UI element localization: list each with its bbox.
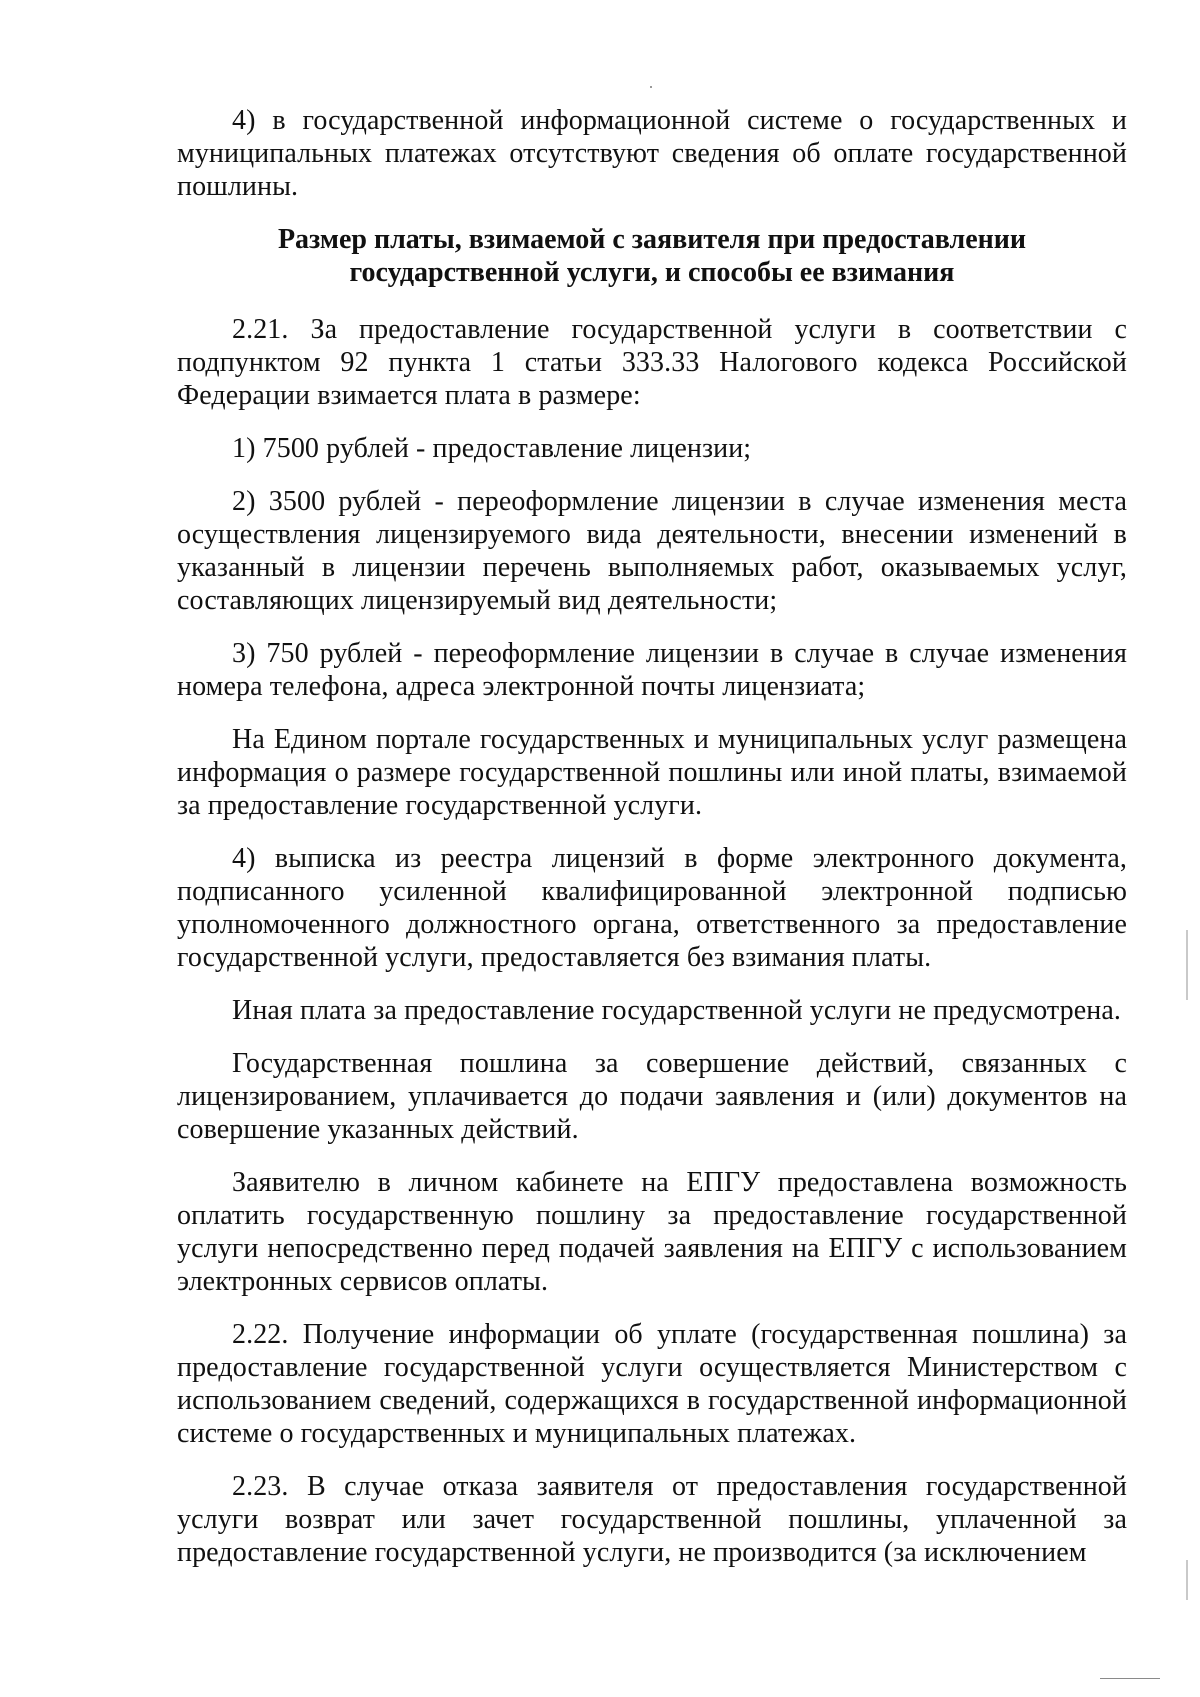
section-heading-line-2: государственной услуги, и способы ее взимания	[349, 257, 955, 288]
scan-edge-mark	[1186, 930, 1188, 1000]
fee-item-1: 1) 7500 рублей - предоставление лицензии;	[232, 433, 752, 464]
paragraph-portal-info: На Едином портале государственных и муниципальных услуг размещена информация о размере государственной пошлины или иной платы, взимаемой за предоставление государственной услуги.	[177, 724, 1127, 821]
paragraph-other-fee: Иная плата за предоставление государственной услуги не предусмотрена.	[232, 995, 1121, 1026]
paragraph-2-23: 2.23. В случае отказа заявителя от предоставления государственной услуги возврат или зачет государственной пошлины, уплаченной за предоставление государственной услуги, не производится (за исключением	[177, 1471, 1127, 1568]
section-heading	[177, 223, 1127, 289]
fee-item-4: 4) выписка из реестра лицензий в форме электронного документа, подписанного усиленной квалифицированной электронной подписью уполномоченного должностного органа, ответственного за предоставление государственной услуги, предоставляется без взимания платы.	[177, 843, 1127, 973]
document-body	[177, 104, 1127, 1589]
paragraph-2-22: 2.22. Получение информации об уплате (государственная пошлина) за предоставление государственной услуги осуществляется Министерством с использованием сведений, содержащихся в государственной информационной системе о государственных и муниципальных платежах.	[177, 1319, 1127, 1449]
section-heading-line-1: Размер платы, взимаемой с заявителя при предоставлении	[277, 224, 1027, 255]
paragraph-epgu-payment: Заявителю в личном кабинете на ЕПГУ предоставлена возможность оплатить государственную пошлину за предоставление государственной услуги непосредственно перед подачей заявления на ЕПГУ с использованием электронных сервисов оплаты.	[177, 1167, 1127, 1297]
paragraph-2-21: 2.21. За предоставление государственной услуги в соответствии с подпунктом 92 пункта 1 статьи 333.33 Налогового кодекса Российской Федерации взимается плата в размере:	[177, 314, 1127, 411]
paragraph-item-4-gis: 4) в государственной информационной системе о государственных и муниципальных платежах отсутствуют сведения об оплате государственной пошлины.	[177, 105, 1127, 202]
scan-corner-line	[1100, 1678, 1160, 1679]
fee-item-3: 3) 750 рублей - переоформление лицензии в случае в случае изменения номера телефона, адреса электронной почты лицензиата;	[177, 638, 1127, 702]
scan-edge-mark	[1186, 1560, 1188, 1600]
scan-speck	[650, 86, 652, 88]
fee-item-2: 2) 3500 рублей - переоформление лицензии в случае изменения места осуществления лицензируемого вида деятельности, внесении изменений в указанный в лицензии перечень выполняемых работ, оказываемых услуг, составляющих лицензируемый вид деятельности;	[177, 486, 1127, 616]
paragraph-duty-payment: Государственная пошлина за совершение действий, связанных с лицензированием, уплачивается до подачи заявления и (или) документов на совершение указанных действий.	[177, 1048, 1127, 1145]
